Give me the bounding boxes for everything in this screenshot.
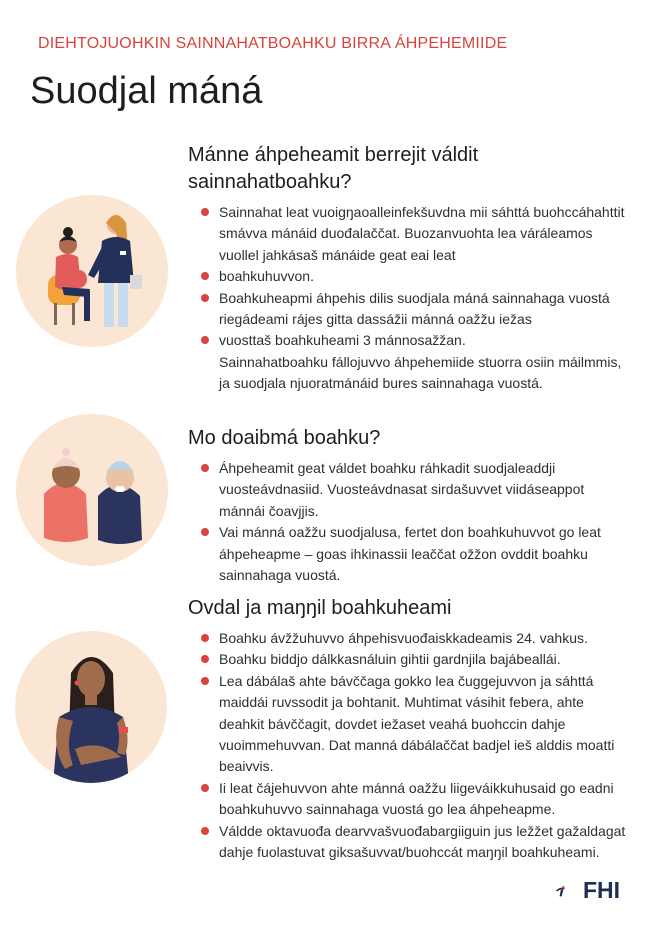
nurse-consultation-illustration [16,195,168,347]
section-heading-line2: sainnahatboahku? [188,171,352,193]
section-why-vaccinate [188,142,628,395]
fhi-logo-text: FHI [583,877,621,903]
list-item-continuation: Sainnahatboahku fállojuvvo áhpehemiide stuorra osiin máilmmis, ja suodjala njuoratmánáid bures sainnahaga vuostá. [219,353,622,392]
list-item: Sainnahat leat vuoigŋaoalleinfekšuvdna mii sáhttá buohccáhahttit smávva mánáid duođalaččat. Buozanvuohta lea váráleamos vuollel jahkásaš mánáide geat eai leat [188,202,628,266]
page-title: Suodjal máná [30,70,263,112]
list-item: Boahku ávžžuhuvvo áhpehisvuođaiskkadeamis 24. vahkus. [188,628,628,649]
bullet-list [188,458,628,586]
list-item: Vai mánná oažžu suodjalusa, fertet don boahkuhuvvot go leat áhpeheapme – goas ihkinassii leaččat ožžon ovddit boahku sainnahaga vuostá. [188,522,628,586]
list-item: Áhpeheamit geat váldet boahku ráhkadit suodjaleaddji vuosteávdnasiid. Vuosteávdnasat sirdašuvvet viidáseappot mánnái čoavjjis. [188,458,628,522]
vaccinated-woman-illustration [15,631,167,783]
list-item: Ii leat čájehuvvon ahte mánná oažžu liigeváikkuhusaid go eadni boahkuhuvvo sainnahaga vuostá go lea áhpeheapme. [188,778,628,821]
list-item: Boahkuheapmi áhpehis dilis suodjala máná sainnahaga vuostá riegádeami rájes gitta dassážii mánná oažžu iežas [188,288,628,331]
section-before-after [188,595,628,863]
bullet-list [188,628,628,863]
section-heading: Ovdal ja maŋŋil boahkuheami [188,597,452,619]
list-item: vuosttaš boahkuheami 3 mánnosažžan. [188,330,628,351]
section-how-vaccine-works [188,425,628,586]
header-kicker: DIEHTOJUOHKIN SAINNAHATBOAHKU BIRRA ÁHPEHEMIIDE [38,35,508,52]
babies-illustration [16,414,168,566]
bullet-list [188,202,628,395]
section-heading-line1: Mánne áhpeheamit berrejit váldit [188,144,479,166]
fhi-logo-icon [555,876,585,906]
list-item: boahkuhuvvon. [188,266,628,287]
list-item: Boahku biddjo dálkkasnáluin gihtii gardnjila bajábeallái. [188,649,628,670]
list-item: Váldde oktavuođa dearvvašvuođabargiiguin jus ležžet gažaldagat dahje fuolastuvat giksašuvvat/buohccát maŋŋil boahkuheami. [188,821,628,864]
section-heading: Mo doaibmá boahku? [188,427,381,449]
list-item: Lea dábálaš ahte bávččaga gokko lea čuggejuvvon ja sáhttá maiddái ruvssodit ja bohtanit. Muhtimat vásihit febera, ahte deahkit bávččagit, dovdet iežaset veahá buohccin dahje vuoimmehuvvan. Dat manná dábálaččat badjel ieš alddis moatti beaivvis. [188,671,628,778]
section-heading [188,142,628,196]
